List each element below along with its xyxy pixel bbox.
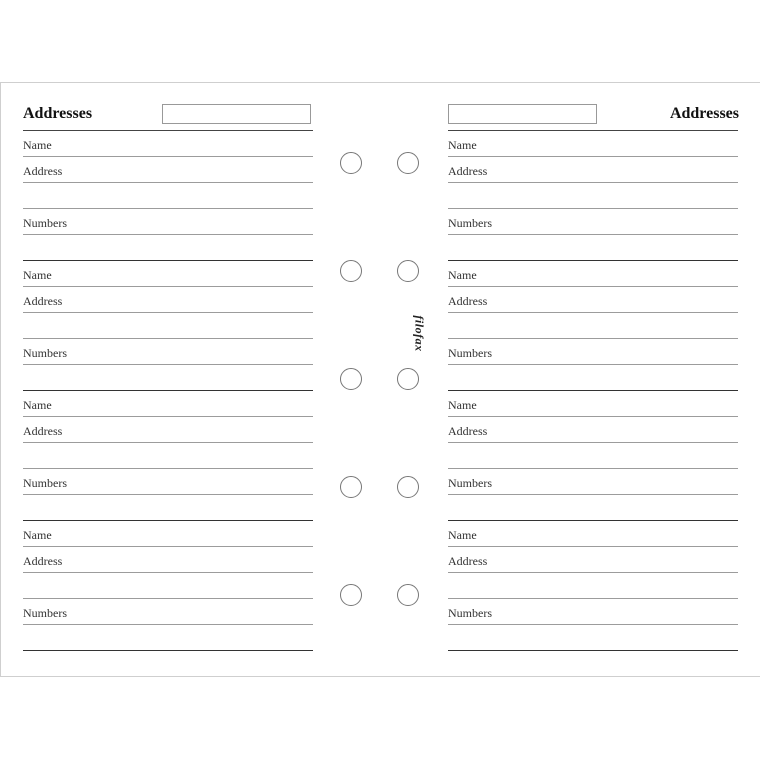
row-label: Address: [448, 424, 488, 438]
row-label: Numbers: [448, 606, 492, 620]
address-row[interactable]: [448, 547, 738, 573]
address-row[interactable]: [448, 131, 738, 157]
address-row[interactable]: [448, 625, 738, 651]
row-label: Address: [23, 164, 63, 178]
left-header-box: [162, 104, 311, 124]
address-row[interactable]: [23, 209, 313, 235]
row-label: Name: [23, 138, 52, 152]
address-row[interactable]: [23, 261, 313, 287]
address-row[interactable]: [448, 209, 738, 235]
address-row[interactable]: [448, 521, 738, 547]
row-label: Address: [23, 424, 63, 438]
row-label: Address: [23, 294, 63, 308]
address-row[interactable]: [23, 365, 313, 391]
row-label: Name: [23, 268, 52, 282]
right-header-box: [448, 104, 597, 124]
binding-hole: [340, 584, 362, 606]
binding-hole: [340, 260, 362, 282]
row-label: Name: [448, 398, 477, 412]
address-row[interactable]: [23, 391, 313, 417]
left-address-rows: [23, 131, 313, 651]
row-label: Numbers: [23, 476, 67, 490]
row-label: Numbers: [448, 346, 492, 360]
binding-hole: [397, 584, 419, 606]
left-page-title: Addresses: [23, 105, 93, 122]
binding-hole: [397, 152, 419, 174]
left-page-header: [23, 104, 313, 130]
address-row[interactable]: [448, 235, 738, 261]
row-label: Address: [448, 164, 488, 178]
address-row[interactable]: [448, 599, 738, 625]
address-row[interactable]: [23, 625, 313, 651]
binding-hole: [397, 476, 419, 498]
address-row[interactable]: [23, 599, 313, 625]
address-row[interactable]: [23, 313, 313, 339]
left-address-page: [23, 104, 313, 620]
address-row[interactable]: [23, 443, 313, 469]
address-row[interactable]: [23, 339, 313, 365]
address-row[interactable]: [448, 391, 738, 417]
row-label: Name: [448, 528, 477, 542]
row-label: Name: [23, 528, 52, 542]
address-row[interactable]: [448, 573, 738, 599]
address-row[interactable]: [448, 495, 738, 521]
address-row[interactable]: [23, 495, 313, 521]
address-row[interactable]: [23, 573, 313, 599]
row-label: Name: [23, 398, 52, 412]
address-row[interactable]: [23, 547, 313, 573]
address-row[interactable]: [23, 157, 313, 183]
address-row[interactable]: [448, 313, 738, 339]
row-label: Address: [23, 554, 63, 568]
right-page-title: Addresses: [669, 105, 739, 122]
binding-hole: [397, 368, 419, 390]
row-label: Numbers: [448, 216, 492, 230]
address-row[interactable]: [448, 339, 738, 365]
address-row[interactable]: [23, 235, 313, 261]
address-row[interactable]: [23, 469, 313, 495]
address-row[interactable]: [23, 417, 313, 443]
address-row[interactable]: [23, 183, 313, 209]
binding-hole: [340, 368, 362, 390]
row-label: Name: [448, 138, 477, 152]
right-address-rows: [448, 131, 738, 651]
row-label: Numbers: [23, 216, 67, 230]
address-row[interactable]: [448, 365, 738, 391]
filofax-logo: filofax: [412, 315, 427, 352]
row-label: Numbers: [448, 476, 492, 490]
address-row[interactable]: [448, 443, 738, 469]
binding-hole: [340, 476, 362, 498]
address-row[interactable]: [448, 183, 738, 209]
address-row[interactable]: [448, 157, 738, 183]
address-row[interactable]: [23, 521, 313, 547]
binding-hole: [397, 260, 419, 282]
row-label: Address: [448, 554, 488, 568]
address-row[interactable]: [448, 287, 738, 313]
right-address-page: [448, 104, 739, 620]
binding-hole: [340, 152, 362, 174]
row-label: Numbers: [23, 346, 67, 360]
address-row[interactable]: [448, 469, 738, 495]
address-row[interactable]: [448, 417, 738, 443]
right-page-header: [448, 104, 738, 130]
row-label: Address: [448, 294, 488, 308]
address-row[interactable]: [23, 287, 313, 313]
row-label: Name: [448, 268, 477, 282]
row-label: Numbers: [23, 606, 67, 620]
address-row[interactable]: [23, 131, 313, 157]
address-row[interactable]: [448, 261, 738, 287]
